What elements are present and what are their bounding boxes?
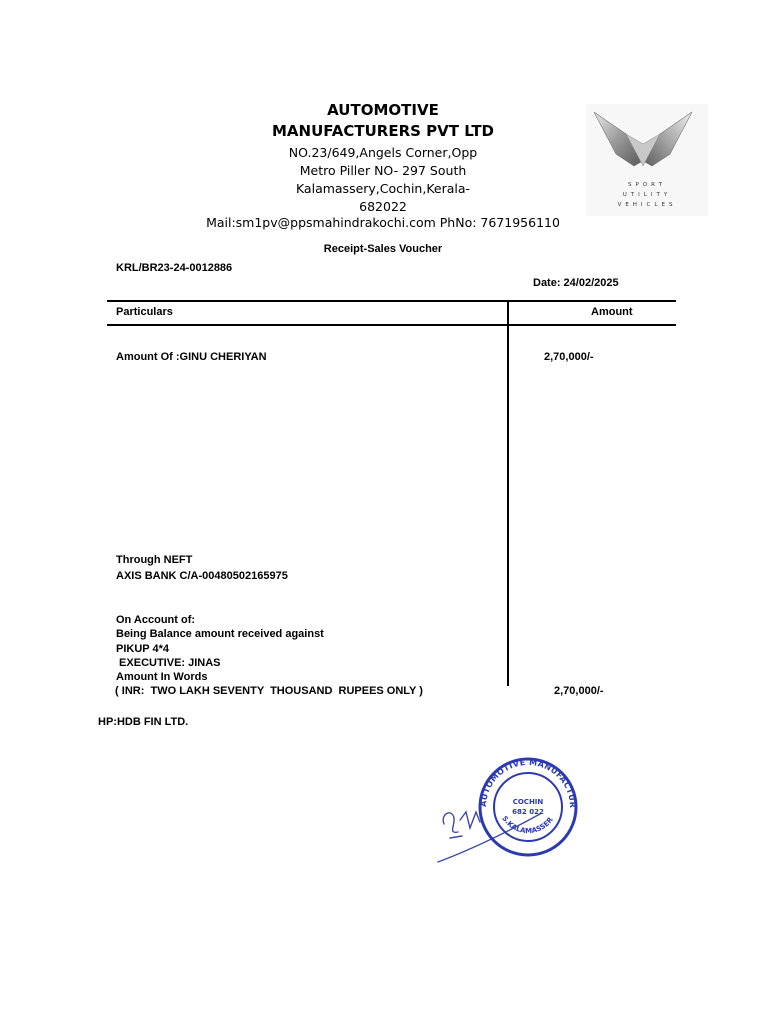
amount-of-payer: Amount Of :GINU CHERIYAN xyxy=(116,351,267,363)
amount-in-words: ( INR: TWO LAKH SEVENTY THOUSAND RUPEES ONLY ) xyxy=(112,685,423,697)
company-address-line2: Metro Piller NO- 297 South xyxy=(299,163,467,178)
stamp-center-line1: COCHIN xyxy=(512,798,544,806)
company-address-line3: Kalamassery,Cochin,Kerala- xyxy=(295,181,471,196)
company-header xyxy=(200,100,566,216)
logo-tagline-line1: SPORT xyxy=(628,182,666,188)
logo-tagline-line2: UTILITY xyxy=(622,192,672,198)
balance-description: Being Balance amount received against xyxy=(116,628,324,640)
logo-tagline-line3: VEHICLES xyxy=(617,202,677,208)
company-name-line1: AUTOMOTIVE xyxy=(327,101,439,119)
table-column-divider xyxy=(507,300,509,686)
executive-name: EXECUTIVE: JINAS xyxy=(116,657,221,669)
total-amount: 2,70,000/- xyxy=(554,685,604,697)
vehicle-model: PIKUP 4*4 xyxy=(116,643,169,655)
table-header-border xyxy=(107,324,676,326)
logo-tagline xyxy=(586,180,708,210)
voucher-date: Date: 24/02/2025 xyxy=(533,277,619,289)
company-address-line1: NO.23/649,Angels Corner,Opp xyxy=(288,145,478,160)
on-account-label: On Account of: xyxy=(116,614,196,626)
stamp-outer-text: AUTOMOTIVE MANUFACTUR xyxy=(478,757,578,809)
hypothecation: HP:HDB FIN LTD. xyxy=(98,716,189,728)
column-amount: Amount xyxy=(591,306,633,318)
amount-value: 2,70,000/- xyxy=(544,351,594,363)
company-address-line4: 682022 xyxy=(359,199,407,214)
amount-in-words-label: Amount In Words xyxy=(116,671,208,683)
payment-mode: Through NEFT xyxy=(116,554,193,566)
stamp-bottom-text: S.KALAMASSER xyxy=(500,814,555,836)
voucher-title: Receipt-Sales Voucher xyxy=(323,243,443,255)
company-name-line2: MANUFACTURERS PVT LTD xyxy=(271,122,494,140)
table-top-border xyxy=(107,300,676,302)
company-contact: Mail:sm1pv@ppsmahindrakochi.com PhNo: 7671956110 xyxy=(206,215,560,230)
column-particulars: Particulars xyxy=(116,306,173,318)
voucher-number: KRL/BR23-24-0012886 xyxy=(116,262,233,274)
stamp-center-line2: 682 022 xyxy=(512,808,544,816)
company-stamp xyxy=(430,752,580,867)
bank-account: AXIS BANK C/A-00480502165975 xyxy=(116,570,288,582)
